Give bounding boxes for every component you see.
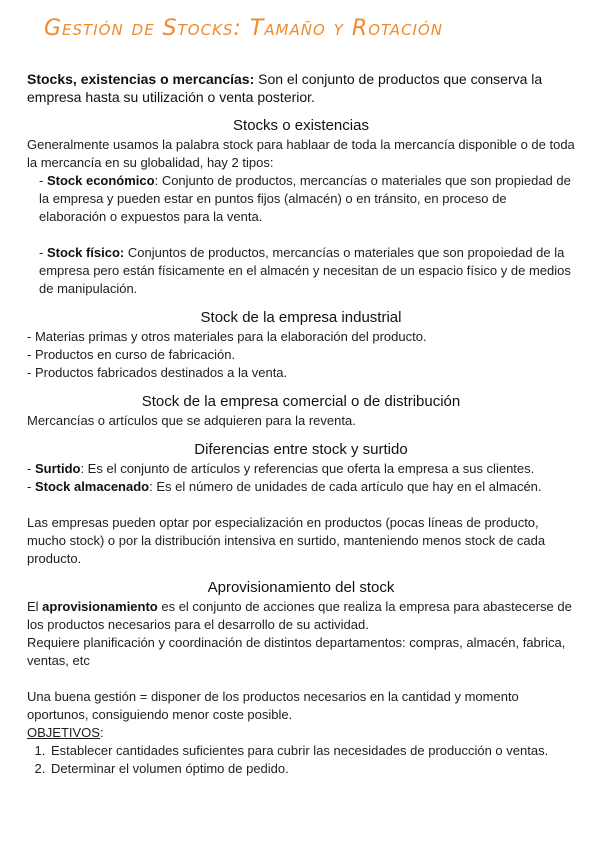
stock-economico-term: Stock económico bbox=[46, 173, 155, 188]
heading-comercial: Stock de la empresa comercial o de distribución bbox=[141, 393, 461, 410]
heading-diferencias: Diferencias entre stock y surtido bbox=[194, 441, 408, 458]
stocks-intro: Generalmente usamos la palabra stock para hablaar de toda la mercancía disponible o de toda la mercancía en su globalidad, hay 2 tipos: bbox=[27, 137, 575, 170]
surtido-term: Surtido bbox=[34, 461, 81, 476]
stock-economico-prefix: - bbox=[39, 173, 47, 188]
stock-economico-text: : Conjunto de productos, mercancías o materiales que son propiedad de la empresa y pueden estar en puntos fijos (almacén) o en tránsito, en proceso de elaboración o expuestos para la venta. bbox=[39, 173, 571, 224]
aprovisionamiento-planning: Requiere planificación y coordinación de distintos departamentos: compras, almacén, fabrica, ventas, etc bbox=[27, 635, 566, 668]
objetivos-list bbox=[27, 742, 575, 778]
diferencias-paragraph: Las empresas pueden optar por especialización en productos (pocas líneas de producto, mucho stock) o por la distribución intensiva en surtido, manteniendo menos stock de cada producto. bbox=[27, 515, 546, 566]
almacenado-definition bbox=[27, 478, 575, 496]
aprovisionamiento-gestion: Una buena gestión = disponer de los productos necesarios en la cantidad y momento oportunos, consiguiendo menor coste posible. bbox=[27, 689, 519, 722]
stock-fisico-text: Conjuntos de productos, mercancías o materiales que son propoiedad de la empresa pero están físicamente en el almacén y necesitan de un espacio físico y de medios de manipulación. bbox=[39, 245, 571, 296]
aprovisionamiento-definition bbox=[27, 598, 575, 634]
stock-fisico bbox=[27, 244, 575, 298]
document-title: Gestión de Stocks: Tamaño y Rotación bbox=[44, 16, 443, 41]
intro-paragraph bbox=[27, 70, 575, 106]
almacenado-term: Stock almacenado bbox=[34, 479, 150, 494]
stock-fisico-prefix: - bbox=[39, 245, 47, 260]
objetivos-label-line bbox=[27, 724, 575, 742]
objetivos-colon: : bbox=[99, 725, 104, 740]
intro-term: Stocks, existencias o mercancías: bbox=[27, 71, 255, 87]
almacenado-prefix: - bbox=[27, 479, 35, 494]
almacenado-text: : Es el número de unidades de cada artículo que hay en el almacén. bbox=[149, 479, 542, 494]
surtido-definition bbox=[27, 460, 575, 478]
comercial-text: Mercancías o artículos que se adquieren para la reventa. bbox=[27, 413, 356, 428]
aprovisionamiento-text: es el conjunto de acciones que realiza la empresa para abastecerse de los productos necesarios para el desarrollo de su actividad. bbox=[27, 599, 572, 632]
industrial-item: - Productos en curso de fabricación. bbox=[27, 347, 236, 362]
industrial-item: - Productos fabricados destinados a la venta. bbox=[27, 365, 288, 380]
objetivos-label: OBJETIVOS bbox=[27, 725, 100, 740]
aprovisionamiento-prefix: El bbox=[27, 599, 43, 614]
heading-aprovisionamiento: Aprovisionamiento del stock bbox=[207, 579, 395, 596]
surtido-prefix: - bbox=[27, 461, 35, 476]
aprovisionamiento-term: aprovisionamiento bbox=[42, 599, 158, 614]
intro-text: Son el conjunto de productos que conserva la empresa hasta su utilización o venta posterior. bbox=[27, 71, 543, 105]
objetivo-item: 2. Determinar el volumen óptimo de pedido. bbox=[49, 760, 575, 778]
stock-economico bbox=[27, 172, 575, 226]
heading-stocks: Stocks o existencias bbox=[233, 117, 369, 134]
stock-fisico-term: Stock físico: bbox=[46, 245, 125, 260]
surtido-text: : Es el conjunto de artículos y referencias que oferta la empresa a sus clientes. bbox=[80, 461, 535, 476]
industrial-item: - Materias primas y otros materiales para la elaboración del producto. bbox=[27, 329, 427, 344]
document-body bbox=[27, 70, 575, 778]
heading-industrial: Stock de la empresa industrial bbox=[200, 309, 402, 326]
objetivo-item: 1. Establecer cantidades suficientes para cubrir las necesidades de producción o ventas. bbox=[49, 742, 575, 760]
